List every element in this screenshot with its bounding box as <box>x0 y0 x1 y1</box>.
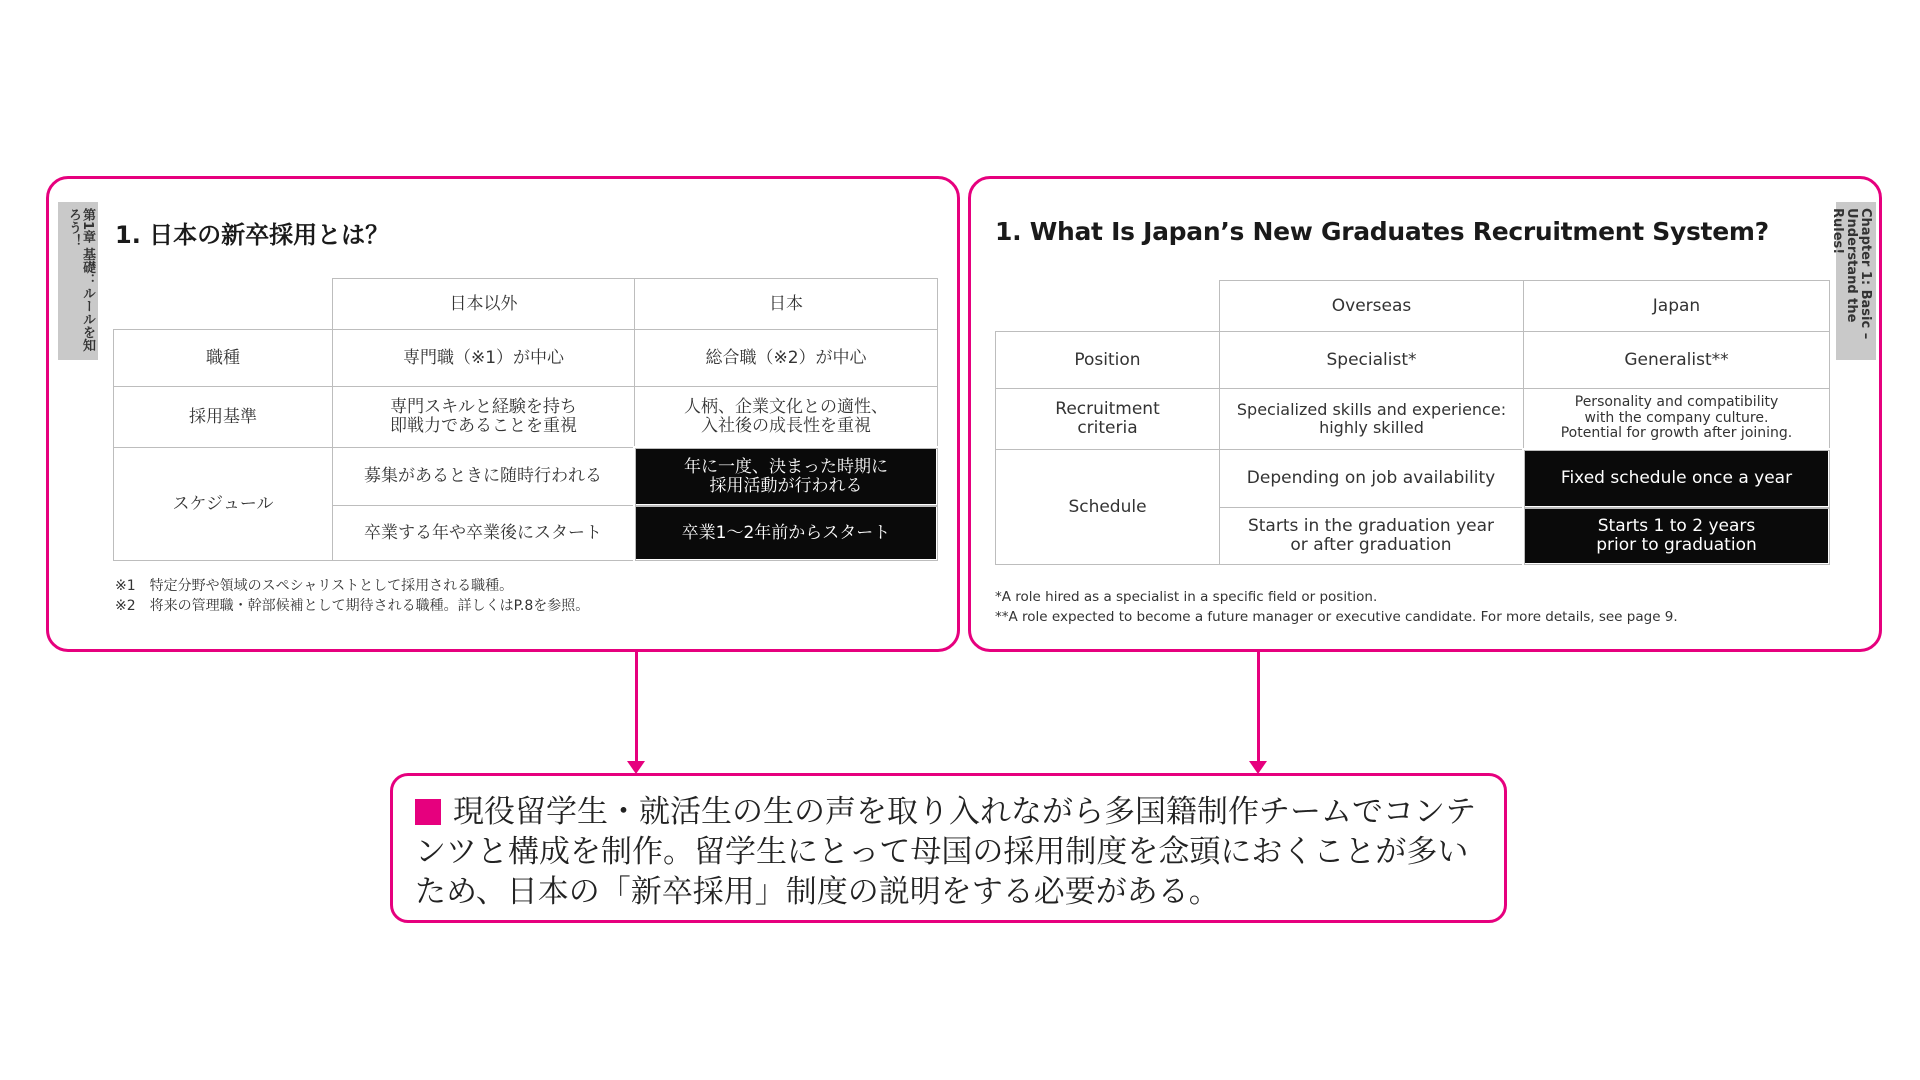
row-label-schedule: スケジュール <box>114 448 333 561</box>
cell-schedule-overseas-2: Starts in the graduation year or after graduation <box>1220 508 1524 565</box>
japanese-page-panel <box>46 176 960 652</box>
column-header-overseas: 日本以外 <box>333 279 635 330</box>
cell-criteria-overseas: Specialized skills and experience: highly skilled <box>1220 389 1524 450</box>
table-corner <box>114 279 333 330</box>
column-header-overseas: Overseas <box>1220 281 1524 332</box>
summary-paragraph <box>415 792 1482 912</box>
footnotes <box>995 587 1678 627</box>
footnote-1: *A role hired as a specialist in a specific field or position. <box>995 589 1378 605</box>
chapter-side-tab: 第1章 基礎：ルールを知ろう！ <box>58 202 98 360</box>
footnote-2: **A role expected to become a future manager or executive candidate. For more details, see page 9. <box>995 609 1678 625</box>
page-title: 1. What Is Japan’s New Graduates Recruitment System? <box>995 217 1769 246</box>
footnotes <box>115 576 589 616</box>
cell-schedule-japan-2: Starts 1 to 2 years prior to graduation <box>1524 508 1830 565</box>
comparison-table <box>995 280 1831 566</box>
footnote-2: ※2 将来の管理職・幹部候補として期待される職種。詳しくはP.8を参照。 <box>115 598 590 614</box>
cell-criteria-overseas: 専門スキルと経験を持ち 即戦力であることを重視 <box>333 387 635 448</box>
cell-criteria-japan: Personality and compatibility with the company culture. Potential for growth after joining. <box>1524 389 1830 450</box>
comparison-table <box>113 278 939 562</box>
row-label-position: 職種 <box>114 330 333 387</box>
cell-schedule-overseas-1: Depending on job availability <box>1220 450 1524 508</box>
connector-line-right <box>1257 652 1260 764</box>
cell-schedule-overseas-1: 募集があるときに随時行われる <box>333 448 635 506</box>
summary-callout <box>390 773 1507 923</box>
cell-schedule-japan-1: Fixed schedule once a year <box>1524 450 1830 508</box>
footnote-1: ※1 特定分野や領域のスペシャリストとして採用される職種。 <box>115 578 514 594</box>
cell-schedule-japan-2: 卒業1〜2年前からスタート <box>635 506 938 561</box>
column-header-japan: Japan <box>1524 281 1830 332</box>
row-label-criteria: Recruitment criteria <box>996 389 1220 450</box>
row-label-schedule: Schedule <box>996 450 1220 565</box>
chapter-side-tab: Chapter 1: Basic – Understand the Rules! <box>1836 202 1876 360</box>
cell-schedule-overseas-2: 卒業する年や卒業後にスタート <box>333 506 635 561</box>
cell-position-overseas: Specialist* <box>1220 332 1524 389</box>
cell-position-overseas: 専門職（※1）が中心 <box>333 330 635 387</box>
cell-position-japan: Generalist** <box>1524 332 1830 389</box>
connector-line-left <box>635 652 638 764</box>
row-label-position: Position <box>996 332 1220 389</box>
page-title: 1. 日本の新卒採用とは？ <box>115 221 390 249</box>
column-header-japan: 日本 <box>635 279 938 330</box>
cell-schedule-japan-1: 年に一度、決まった時期に 採用活動が行われる <box>635 448 938 506</box>
summary-text: 現役留学生・就活生の生の声を取り入れながら多国籍制作チームでコンテンツと構成を制作。留学生にとって母国の採用制度を念頭におくことが多いため、日本の「新卒採用」制度の説明をする必要がある。 <box>415 794 1476 910</box>
square-bullet-icon <box>415 799 441 825</box>
table-corner <box>996 281 1220 332</box>
row-label-criteria: 採用基準 <box>114 387 333 448</box>
cell-position-japan: 総合職（※2）が中心 <box>635 330 938 387</box>
cell-criteria-japan: 人柄、企業文化との適性、 入社後の成長性を重視 <box>635 387 938 448</box>
english-page-panel <box>968 176 1882 652</box>
